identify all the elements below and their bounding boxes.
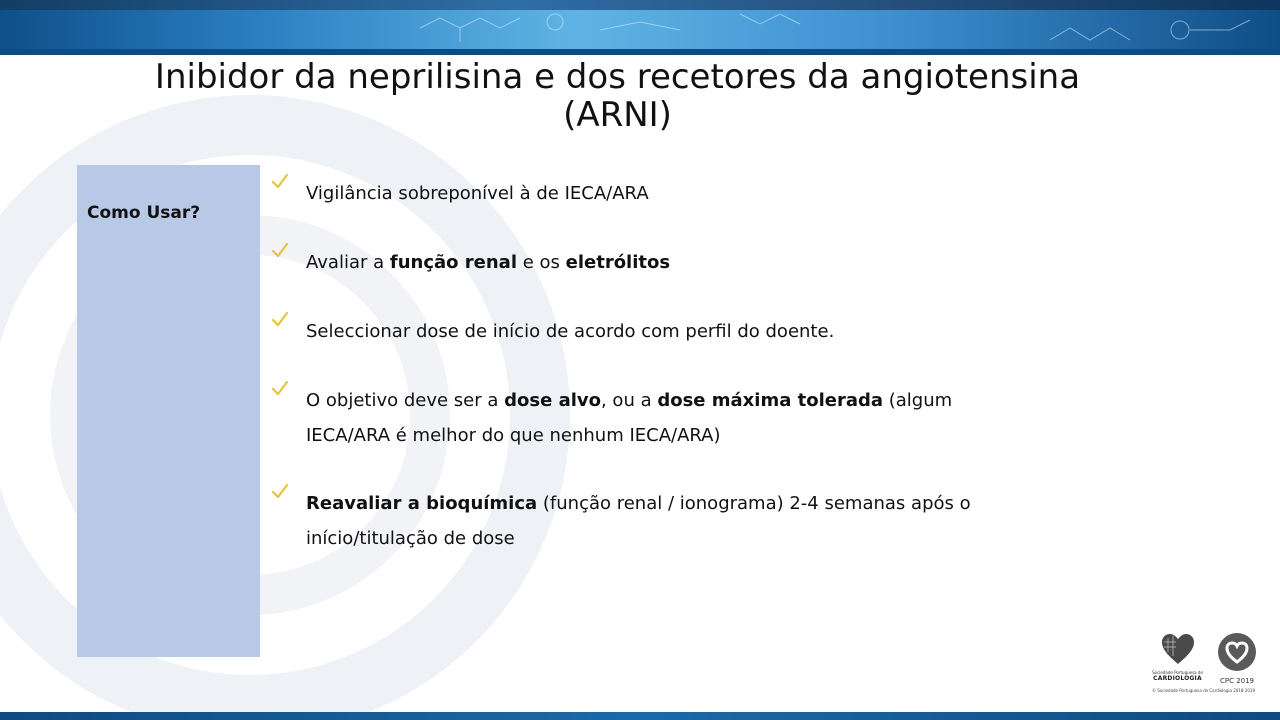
bullet-bold-segment: eletrólitos xyxy=(565,252,671,273)
spc-logo xyxy=(1150,632,1205,694)
bullet-segment: Avaliar a xyxy=(306,252,390,273)
check-icon xyxy=(270,379,290,399)
heart-circle-icon xyxy=(1217,632,1257,672)
bullet-text xyxy=(306,176,1006,211)
cpc-label: CPC 2019 xyxy=(1219,677,1255,685)
bullet-segment: Vigilância sobreponível à de IECA/ARA xyxy=(306,183,649,204)
copyright-text: © Sociedade Portuguesa de Cardiologia 2018-2019 xyxy=(1152,688,1256,693)
slide-title xyxy=(150,58,1085,134)
side-panel xyxy=(77,165,260,657)
bullet-text xyxy=(306,314,1006,349)
bullet-segment: (função renal / ionograma) 2-4 semanas após o início/titulação de dose xyxy=(306,493,971,549)
logo-area xyxy=(1150,632,1265,694)
bullet-bold-segment: dose máxima tolerada xyxy=(657,390,884,411)
bullet-text xyxy=(306,486,1006,556)
footer-bar xyxy=(0,712,1280,720)
header-banner xyxy=(0,0,1280,55)
bullet-bold-segment: dose alvo xyxy=(504,390,601,411)
heart-shield-icon xyxy=(1160,632,1196,666)
spc-name: CARDIOLOGIA xyxy=(1153,675,1202,682)
slide-title-line-1: Inibidor da neprilisina e dos recetores da angiotensina xyxy=(154,57,1081,97)
bullet-segment: e os xyxy=(516,252,566,273)
check-icon xyxy=(270,310,290,330)
bullet-segment: Seleccionar dose de início de acordo com perfil do doente. xyxy=(306,321,835,342)
check-icon xyxy=(270,241,290,261)
slide-title-line-2: (ARNI) xyxy=(563,95,672,135)
bullet-segment: O objetivo deve ser a xyxy=(306,390,505,411)
cpc-logo xyxy=(1212,632,1262,694)
bullet-bold-segment: Reavaliar a bioquímica xyxy=(306,493,538,514)
spc-small-text: Sociedade Portuguesa de xyxy=(1152,670,1203,675)
bullet-segment: , ou a xyxy=(600,390,658,411)
bullet-segment: (algum IECA/ARA é melhor do que nenhum IECA/ARA) xyxy=(306,390,953,446)
check-icon xyxy=(270,172,290,192)
bullet-text xyxy=(306,383,1006,453)
check-icon xyxy=(270,482,290,502)
side-panel-label: Como Usar? xyxy=(87,203,201,223)
molecule-pattern-graphic xyxy=(0,0,1280,55)
bullet-bold-segment: função renal xyxy=(389,252,517,273)
bullet-text xyxy=(306,245,1006,280)
